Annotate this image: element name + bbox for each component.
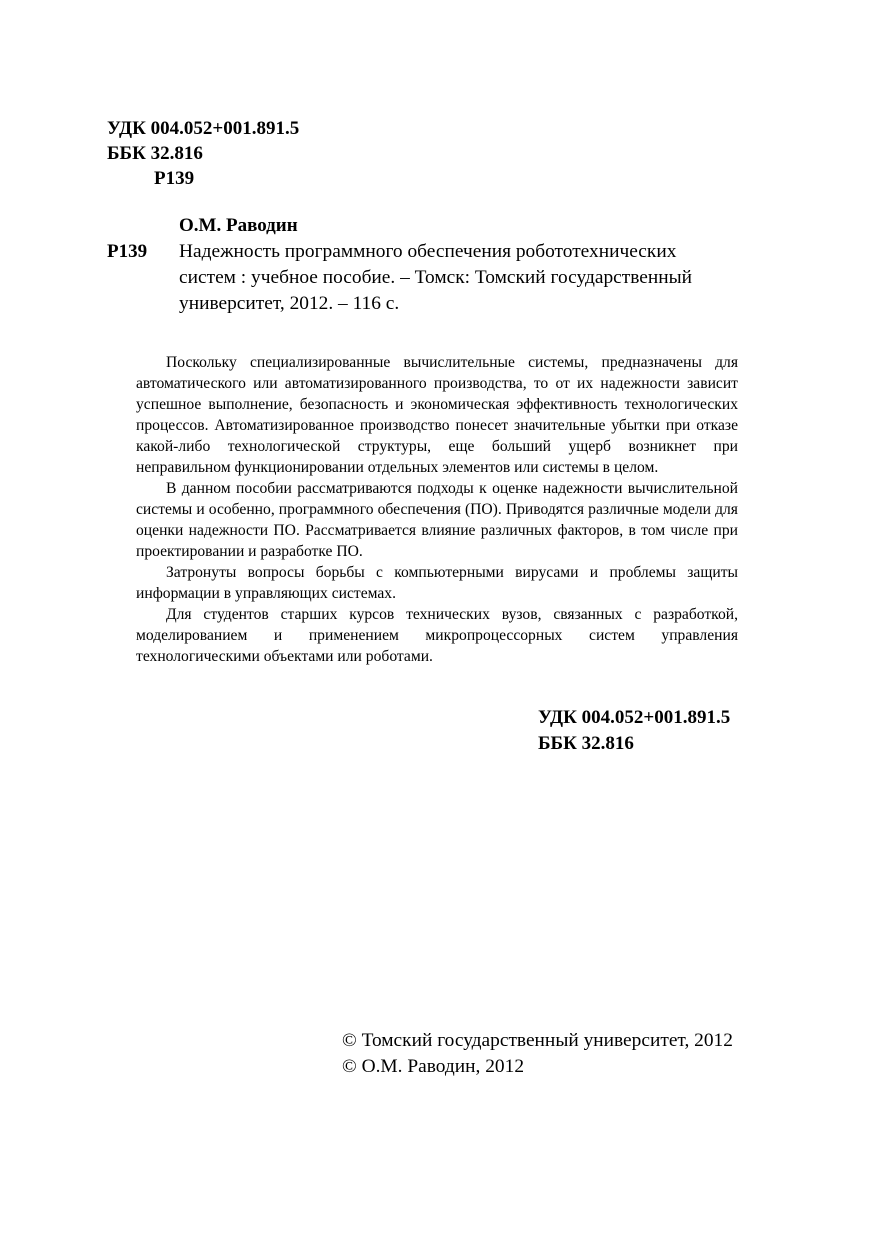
abstract-paragraph: Поскольку специализированные вычислительные системы, предназначены для автоматического или автоматизированного производства, то от их надежности зависит успешное выполнение, безопасность и экономическая эффективность технологических процессов. Автоматизированное производство понесет значительные убытки при отказе какой-либо технологической структуры, еще больший ущерб возникнет при неправильном функционировании отдельных элементов или системы в целом.: [136, 354, 738, 476]
copyright-block: [342, 1028, 733, 1080]
abstract-paragraph: Для студентов старших курсов технических вузов, связанных с разработкой, моделированием и применением микропроцессорных систем управления технологическими объектами или роботами.: [136, 606, 738, 665]
copyright-line: © О.М. Раводин, 2012: [342, 1056, 525, 1077]
udk-code: УДК 004.052+001.891.5: [538, 707, 731, 728]
classification-footer: [538, 705, 730, 757]
abstract-paragraph: В данном пособии рассматриваются подходы к оценке надежности вычислительной системы и особенно, программного обеспечения (ПО). Приводятся различные модели для оценки надежности ПО. Рассматривается влияние различных факторов, в том числе при проектировании и разработке ПО.: [136, 480, 738, 560]
abstract-paragraph: Затронуты вопросы борьбы с компьютерными вирусами и проблемы защиты информации в управляющих системах.: [136, 564, 738, 602]
bibliographic-description: [179, 239, 749, 317]
abstract: [136, 352, 738, 667]
author-sign: Р139: [107, 241, 148, 262]
author-name: О.М. Раводин: [179, 215, 298, 236]
biblio-line: университет, 2012. – 116 с.: [179, 293, 400, 314]
udk-code-top: УДК 004.052+001.891.5: [107, 118, 300, 139]
biblio-line: Надежность программного обеспечения робототехнических: [179, 241, 677, 262]
author-sign-top: Р139: [154, 168, 195, 189]
biblio-line: систем : учебное пособие. – Томск: Томский государственный: [179, 267, 693, 288]
bbk-code: ББК 32.816: [538, 733, 634, 754]
classification-header: [107, 116, 299, 191]
bbk-code-top: ББК 32.816: [107, 143, 203, 164]
copyright-line: © Томский государственный университет, 2012: [342, 1030, 733, 1051]
